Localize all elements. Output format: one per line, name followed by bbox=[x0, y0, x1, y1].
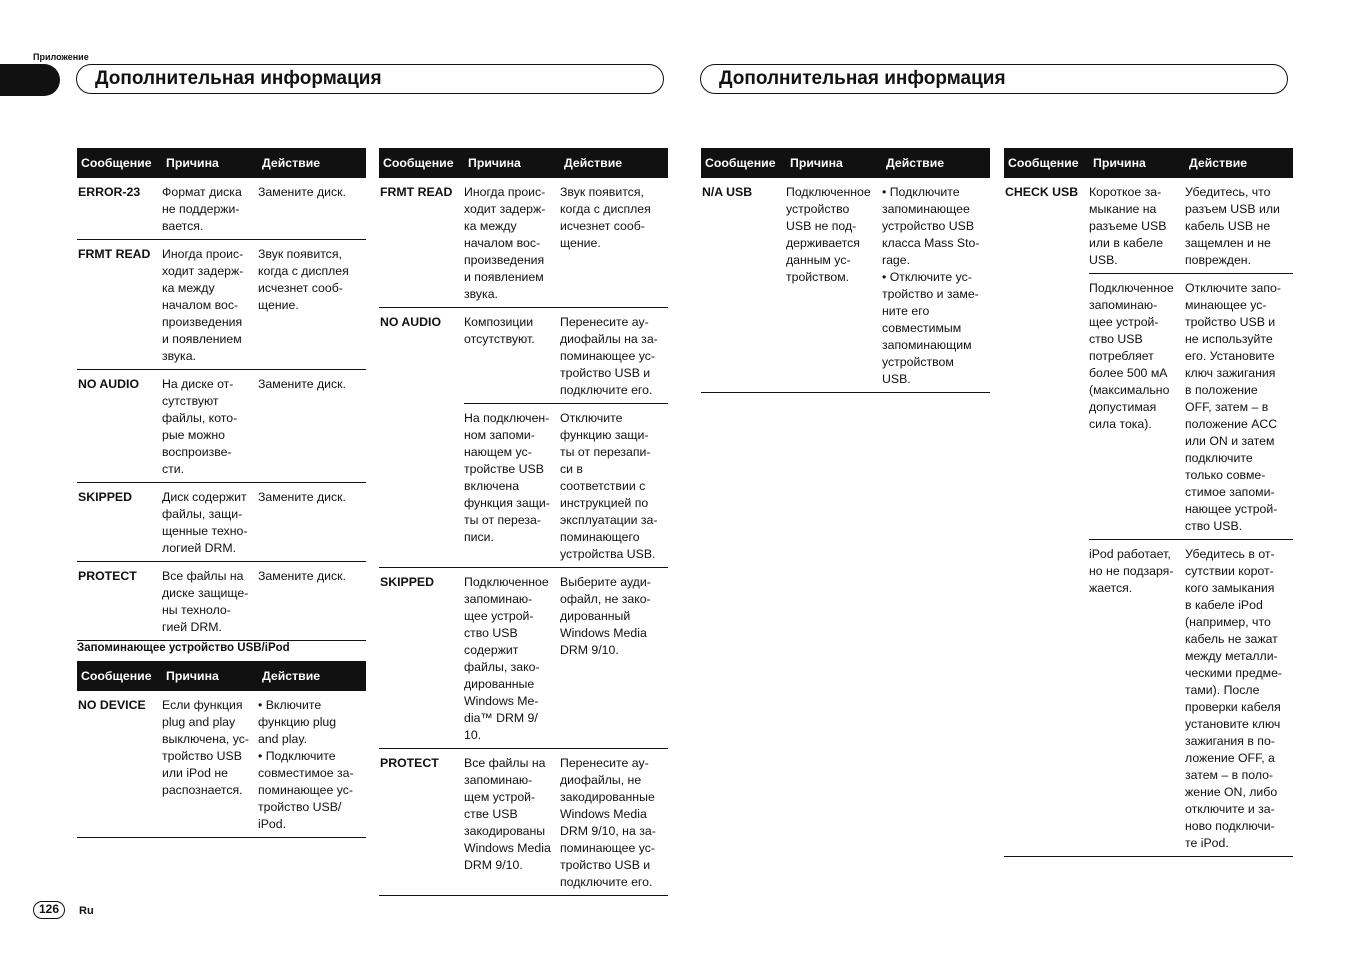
cause-cell bbox=[162, 487, 258, 557]
action-cell bbox=[1185, 278, 1293, 535]
action-line: поврежден. bbox=[1185, 253, 1252, 267]
cause-line: тройством. bbox=[786, 270, 850, 284]
cause-action-pair bbox=[1089, 182, 1293, 273]
action-cell bbox=[258, 374, 366, 478]
cause-line: ка между bbox=[464, 219, 517, 233]
action-line: ство USB. bbox=[1185, 519, 1243, 533]
header-cause: Причина bbox=[166, 155, 219, 170]
action-line: устройством bbox=[882, 355, 954, 369]
cause-cell bbox=[162, 182, 258, 235]
action-cell bbox=[258, 695, 366, 833]
action-line: дированный bbox=[560, 609, 631, 623]
message-code: N/A USB bbox=[702, 185, 753, 199]
action-line: DRM 9/10. bbox=[560, 643, 619, 657]
action-line: Звук появится, bbox=[560, 185, 644, 199]
cause-line: началом вос- bbox=[162, 298, 239, 312]
action-line: тами). После bbox=[1185, 683, 1260, 697]
cause-line: ка между bbox=[162, 281, 215, 295]
cause-line: распознается. bbox=[162, 783, 243, 797]
cause-line: допустимая bbox=[1089, 400, 1157, 414]
message-code: FRMT READ bbox=[78, 247, 151, 261]
table-row bbox=[77, 370, 366, 483]
cause-line: разъеме USB bbox=[1089, 219, 1167, 233]
message-code: PROTECT bbox=[78, 569, 137, 583]
table-usb-errors-1 bbox=[77, 661, 366, 838]
action-line: минающее ус- bbox=[1185, 298, 1267, 312]
action-line: OFF, затем – в bbox=[1185, 400, 1269, 414]
header-cause: Причина bbox=[468, 155, 521, 170]
action-line: ните его bbox=[882, 304, 930, 318]
cause-line: USB не под- bbox=[786, 219, 857, 233]
cause-line: Короткое за- bbox=[1089, 185, 1162, 199]
action-line: кого замыкания bbox=[1185, 581, 1275, 595]
cause-line: Иногда проис- bbox=[464, 185, 546, 199]
action-cell bbox=[560, 408, 668, 563]
cause-line: USB. bbox=[1089, 253, 1118, 267]
table-header bbox=[1004, 148, 1293, 178]
cause-action-pairs bbox=[464, 182, 668, 307]
action-line: Отключите bbox=[560, 411, 623, 425]
action-cell bbox=[560, 312, 668, 399]
cause-action-pair bbox=[162, 182, 366, 239]
table-row bbox=[379, 568, 668, 749]
action-line: • Включите bbox=[258, 698, 322, 712]
cause-line: Иногда проис- bbox=[162, 247, 244, 261]
cause-action-pairs bbox=[464, 312, 668, 567]
cause-line: закодированы bbox=[464, 824, 546, 838]
action-cell bbox=[1185, 544, 1293, 852]
action-line: отключите и за- bbox=[1185, 802, 1275, 816]
action-line: тройство USB и bbox=[560, 366, 651, 380]
action-line: функцию защи- bbox=[560, 428, 649, 442]
action-line: Замените диск. bbox=[258, 377, 346, 391]
cause-line: plug and play bbox=[162, 715, 236, 729]
action-line: устройство USB bbox=[882, 219, 975, 233]
cause-line: Если функция bbox=[162, 698, 243, 712]
cause-action-pairs bbox=[786, 182, 990, 392]
action-line: или ON и затем bbox=[1185, 434, 1275, 448]
cause-line: произведения bbox=[464, 253, 545, 267]
message-code: NO AUDIO bbox=[380, 315, 442, 329]
action-cell bbox=[560, 182, 668, 303]
cause-line: DRM 9/10. bbox=[464, 858, 523, 872]
action-line: соответствии с bbox=[560, 479, 646, 493]
cause-line: но не подзаря- bbox=[1089, 564, 1174, 578]
cause-action-pair bbox=[464, 182, 668, 307]
message-code: FRMT READ bbox=[380, 185, 453, 199]
cause-line: Windows Media bbox=[464, 841, 551, 855]
cause-action-pairs bbox=[162, 487, 366, 561]
cause-line: ство USB bbox=[464, 626, 518, 640]
cause-line: ном запоми- bbox=[464, 428, 535, 442]
cause-line: запоминаю- bbox=[464, 592, 533, 606]
action-line: диофайлы, не bbox=[560, 773, 642, 787]
action-line: когда с дисплея bbox=[560, 202, 651, 216]
cause-line: Все файлы на bbox=[464, 756, 546, 770]
cause-line: более 500 мА bbox=[1089, 366, 1168, 380]
cause-line: воспроизве- bbox=[162, 445, 232, 459]
cause-line: отсутствуют. bbox=[464, 332, 535, 346]
cause-line: потребляет bbox=[1089, 349, 1154, 363]
cause-line: рые можно bbox=[162, 428, 225, 442]
action-line: ключ зажигания bbox=[1185, 366, 1276, 380]
action-line: Windows Media bbox=[560, 626, 647, 640]
cause-line: файлы, кото- bbox=[162, 411, 238, 425]
cause-action-pairs bbox=[162, 695, 366, 837]
action-line: ческими предме- bbox=[1185, 666, 1283, 680]
cause-line: звука. bbox=[162, 349, 196, 363]
cause-line: и появлением bbox=[162, 332, 242, 346]
cause-line: дированные bbox=[464, 677, 535, 691]
cause-line: звука. bbox=[464, 287, 498, 301]
table-row bbox=[701, 178, 990, 393]
action-line: жение ON, либо bbox=[1185, 785, 1278, 799]
action-line: си в bbox=[560, 462, 583, 476]
cause-line: стве USB bbox=[464, 807, 518, 821]
action-line: Windows Media bbox=[560, 807, 647, 821]
cause-action-pairs bbox=[162, 566, 366, 640]
action-line: установите ключ bbox=[1185, 717, 1281, 731]
action-line: ложение OFF, а bbox=[1185, 751, 1275, 765]
table-row bbox=[77, 691, 366, 838]
table-header bbox=[379, 148, 668, 178]
cause-action-pair bbox=[162, 566, 366, 640]
action-line: iPod. bbox=[258, 817, 287, 831]
action-line: устройства USB. bbox=[560, 547, 656, 561]
action-line: Убедитесь в от- bbox=[1185, 547, 1275, 561]
cause-line: запоминаю- bbox=[1089, 298, 1158, 312]
action-line: исчезнет сооб- bbox=[258, 281, 343, 295]
action-line: совместимым bbox=[882, 321, 962, 335]
action-line: Звук появится, bbox=[258, 247, 342, 261]
message-code: SKIPPED bbox=[380, 575, 434, 589]
cause-action-pair bbox=[464, 753, 668, 895]
cause-line: логией DRM. bbox=[162, 541, 237, 555]
action-line: проверки кабеля bbox=[1185, 700, 1281, 714]
cause-line: тройство USB bbox=[162, 749, 242, 763]
cause-cell bbox=[464, 408, 560, 563]
action-line: закодированные bbox=[560, 790, 655, 804]
header-message: Сообщение bbox=[383, 155, 454, 170]
message-code: SKIPPED bbox=[78, 490, 132, 504]
action-line: щение. bbox=[258, 298, 299, 312]
cause-line: dia™ DRM 9/ bbox=[464, 711, 538, 725]
action-line: диофайлы на за- bbox=[560, 332, 658, 346]
page-title-left: Дополнительная информация bbox=[76, 64, 664, 94]
action-line: между металли- bbox=[1185, 649, 1278, 663]
action-line: затем – в поло- bbox=[1185, 768, 1274, 782]
action-line: класса Mass Sto- bbox=[882, 236, 980, 250]
table-usb-errors-3 bbox=[1004, 148, 1293, 857]
cause-line: включена bbox=[464, 479, 520, 493]
cause-line: Диск содержит bbox=[162, 490, 247, 504]
action-line: поминающее ус- bbox=[258, 783, 354, 797]
cause-line: мыкание на bbox=[1089, 202, 1157, 216]
cause-cell bbox=[162, 566, 258, 636]
action-line: в кабеле iPod bbox=[1185, 598, 1263, 612]
page-title-right: Дополнительная информация bbox=[700, 64, 1288, 94]
cause-cell bbox=[162, 374, 258, 478]
cause-line: (максимально bbox=[1089, 383, 1170, 397]
page-number: 126 bbox=[33, 901, 65, 919]
action-line: зажигания в по- bbox=[1185, 734, 1275, 748]
action-line: Убедитесь, что bbox=[1185, 185, 1271, 199]
cause-line: iPod работает, bbox=[1089, 547, 1171, 561]
cause-line: запоминаю- bbox=[464, 773, 533, 787]
action-line: ты от перезапи- bbox=[560, 445, 651, 459]
cause-line: На диске от- bbox=[162, 377, 234, 391]
cause-cell bbox=[464, 572, 560, 744]
action-line: тройство USB и bbox=[1185, 315, 1276, 329]
table-header bbox=[701, 148, 990, 178]
action-line: эксплуатации за- bbox=[560, 513, 658, 527]
cause-line: На подключен- bbox=[464, 411, 550, 425]
cause-action-pairs bbox=[162, 182, 366, 239]
action-line: • Отключите ус- bbox=[882, 270, 972, 284]
message-code: ERROR-23 bbox=[78, 185, 141, 199]
cause-line: 10. bbox=[464, 728, 482, 742]
action-line: офайл, не зако- bbox=[560, 592, 651, 606]
action-line: положение ACC bbox=[1185, 417, 1278, 431]
cause-line: Все файлы на bbox=[162, 569, 244, 583]
cause-line: устройство bbox=[786, 202, 850, 216]
table-usb-errors-2 bbox=[701, 148, 990, 393]
cause-action-pairs bbox=[162, 244, 366, 369]
action-line: тройство USB/ bbox=[258, 800, 342, 814]
action-line: Перенесите ау- bbox=[560, 315, 649, 329]
message-code: PROTECT bbox=[380, 756, 439, 770]
action-cell bbox=[258, 244, 366, 365]
action-line: Замените диск. bbox=[258, 569, 346, 583]
cause-line: щее устрой- bbox=[464, 609, 534, 623]
cause-line: жается. bbox=[1089, 581, 1133, 595]
action-line: Замените диск. bbox=[258, 490, 346, 504]
cause-line: Композиции bbox=[464, 315, 534, 329]
action-line: совместимое за- bbox=[258, 766, 354, 780]
action-line: те iPod. bbox=[1185, 836, 1229, 850]
cause-line: щее устрой- bbox=[1089, 315, 1159, 329]
cause-action-pair bbox=[162, 695, 366, 837]
cause-line: гией DRM. bbox=[162, 620, 222, 634]
cause-cell bbox=[1089, 182, 1185, 269]
action-line: кабель не зажат bbox=[1185, 632, 1278, 646]
cause-line: тройстве USB bbox=[464, 462, 544, 476]
table-row bbox=[379, 749, 668, 896]
table-row bbox=[77, 240, 366, 370]
action-line: его. Установите bbox=[1185, 349, 1275, 363]
cause-line: диске защище- bbox=[162, 586, 249, 600]
cause-cell bbox=[464, 312, 560, 399]
cause-line: Формат диска bbox=[162, 185, 242, 199]
action-line: нающее устрой- bbox=[1185, 502, 1278, 516]
cause-action-pair bbox=[786, 182, 990, 392]
action-line: and play. bbox=[258, 732, 307, 746]
cause-action-pair bbox=[1089, 539, 1293, 856]
header-action: Действие bbox=[262, 668, 321, 683]
action-cell bbox=[258, 182, 366, 235]
action-cell bbox=[258, 487, 366, 557]
header-message: Сообщение bbox=[81, 668, 152, 683]
action-cell bbox=[258, 566, 366, 636]
table-disc-errors-2 bbox=[379, 148, 668, 896]
table-row bbox=[379, 178, 668, 308]
message-code: NO DEVICE bbox=[78, 698, 146, 712]
action-line: USB. bbox=[882, 372, 911, 386]
cause-line: файлы, защи- bbox=[162, 507, 243, 521]
action-line: запоминающее bbox=[882, 202, 970, 216]
cause-line: или iPod не bbox=[162, 766, 228, 780]
cause-cell bbox=[464, 182, 560, 303]
cause-action-pairs bbox=[1089, 182, 1293, 856]
action-line: • Подключите bbox=[882, 185, 960, 199]
action-line: стимое запоми- bbox=[1185, 485, 1275, 499]
language-label: Ru bbox=[79, 905, 94, 917]
cause-line: и появлением bbox=[464, 270, 544, 284]
action-line: не используйте bbox=[1185, 332, 1273, 346]
cause-action-pairs bbox=[162, 374, 366, 482]
table-row bbox=[77, 178, 366, 240]
header-action: Действие bbox=[886, 155, 945, 170]
action-line: запоминающим bbox=[882, 338, 972, 352]
cause-line: щем устрой- bbox=[464, 790, 536, 804]
action-line: подключите его. bbox=[560, 875, 653, 889]
header-action: Действие bbox=[1189, 155, 1248, 170]
cause-line: не поддержи- bbox=[162, 202, 240, 216]
cause-cell bbox=[1089, 544, 1185, 852]
cause-action-pair bbox=[162, 374, 366, 482]
cause-line: держивается bbox=[786, 236, 860, 250]
table-row bbox=[77, 483, 366, 562]
action-cell bbox=[1185, 182, 1293, 269]
cause-line: произведения bbox=[162, 315, 243, 329]
cause-action-pairs bbox=[464, 572, 668, 748]
table-row bbox=[379, 308, 668, 568]
cause-line: ты от переза- bbox=[464, 513, 541, 527]
cause-cell bbox=[162, 244, 258, 365]
table-row bbox=[1004, 178, 1293, 857]
cause-line: Подключенное bbox=[1089, 281, 1174, 295]
cause-action-pairs bbox=[464, 753, 668, 895]
action-line: поминающего bbox=[560, 530, 640, 544]
cause-line: Windows Me- bbox=[464, 694, 539, 708]
cause-cell bbox=[162, 695, 258, 833]
action-line: ново подключи- bbox=[1185, 819, 1275, 833]
cause-line: началом вос- bbox=[464, 236, 541, 250]
action-line: подключите bbox=[1185, 451, 1253, 465]
action-line: Отключите запо- bbox=[1185, 281, 1281, 295]
cause-line: выключена, ус- bbox=[162, 732, 249, 746]
header-message: Сообщение bbox=[705, 155, 776, 170]
action-line: кабель USB не bbox=[1185, 219, 1271, 233]
action-line: защемлен и не bbox=[1185, 236, 1271, 250]
cause-line: сутствуют bbox=[162, 394, 219, 408]
action-line: исчезнет сооб- bbox=[560, 219, 645, 233]
section-title-usb: Запоминающее устройство USB/iPod bbox=[77, 642, 290, 654]
action-cell bbox=[560, 753, 668, 891]
action-line: инструкцией по bbox=[560, 496, 649, 510]
cause-line: функция защи- bbox=[464, 496, 550, 510]
action-line: подключите его. bbox=[560, 383, 653, 397]
message-code: CHECK USB bbox=[1005, 185, 1079, 199]
cause-line: Подключенное bbox=[786, 185, 871, 199]
header-message: Сообщение bbox=[1008, 155, 1079, 170]
header-action: Действие bbox=[564, 155, 623, 170]
cause-line: писи. bbox=[464, 530, 494, 544]
cause-action-pair bbox=[464, 403, 668, 567]
table-header bbox=[77, 661, 366, 691]
appendix-label: Приложение bbox=[33, 52, 89, 62]
cause-line: ство USB bbox=[1089, 332, 1143, 346]
cause-line: нающем ус- bbox=[464, 445, 532, 459]
cause-line: данным ус- bbox=[786, 253, 851, 267]
cause-cell bbox=[786, 182, 882, 388]
action-line: Перенесите ау- bbox=[560, 756, 649, 770]
action-line: когда с дисплея bbox=[258, 264, 349, 278]
cause-line: сти. bbox=[162, 462, 185, 476]
action-line: в положение bbox=[1185, 383, 1258, 397]
header-cause: Причина bbox=[166, 668, 219, 683]
cause-line: вается. bbox=[162, 219, 204, 233]
cause-line: Подключенное bbox=[464, 575, 549, 589]
cause-line: содержит bbox=[464, 643, 519, 657]
action-line: тройство и заме- bbox=[882, 287, 979, 301]
action-line: щение. bbox=[560, 236, 601, 250]
action-line: Замените диск. bbox=[258, 185, 346, 199]
action-line: • Подключите bbox=[258, 749, 336, 763]
action-line: функцию plug bbox=[258, 715, 337, 729]
cause-action-pair bbox=[464, 572, 668, 748]
header-message: Сообщение bbox=[81, 155, 152, 170]
table-header bbox=[77, 148, 366, 178]
header-cause: Причина bbox=[790, 155, 843, 170]
action-line: только совме- bbox=[1185, 468, 1266, 482]
cause-cell bbox=[464, 753, 560, 891]
cause-line: ны техноло- bbox=[162, 603, 231, 617]
cause-line: файлы, зако- bbox=[464, 660, 540, 674]
cause-line: или в кабеле bbox=[1089, 236, 1164, 250]
action-line: rage. bbox=[882, 253, 911, 267]
header-cause: Причина bbox=[1093, 155, 1146, 170]
action-cell bbox=[560, 572, 668, 744]
cause-action-pair bbox=[1089, 273, 1293, 539]
section-tab-marker bbox=[0, 64, 60, 96]
action-line: (например, что bbox=[1185, 615, 1271, 629]
cause-line: ходит задерж- bbox=[464, 202, 546, 216]
cause-action-pair bbox=[464, 312, 668, 403]
message-code: NO AUDIO bbox=[78, 377, 140, 391]
table-row bbox=[77, 562, 366, 641]
cause-line: ходит задерж- bbox=[162, 264, 244, 278]
action-line: DRM 9/10, на за- bbox=[560, 824, 656, 838]
cause-cell bbox=[1089, 278, 1185, 535]
cause-line: щенные техно- bbox=[162, 524, 248, 538]
action-line: поминающее ус- bbox=[560, 841, 656, 855]
action-line: тройство USB и bbox=[560, 858, 651, 872]
table-disc-errors bbox=[77, 148, 366, 641]
header-action: Действие bbox=[262, 155, 321, 170]
action-cell bbox=[882, 182, 990, 388]
action-line: поминающее ус- bbox=[560, 349, 656, 363]
action-line: Выберите ауди- bbox=[560, 575, 651, 589]
cause-action-pair bbox=[162, 244, 366, 369]
action-line: сутствии корот- bbox=[1185, 564, 1274, 578]
cause-line: сила тока). bbox=[1089, 417, 1152, 431]
cause-action-pair bbox=[162, 487, 366, 561]
action-line: разъем USB или bbox=[1185, 202, 1280, 216]
